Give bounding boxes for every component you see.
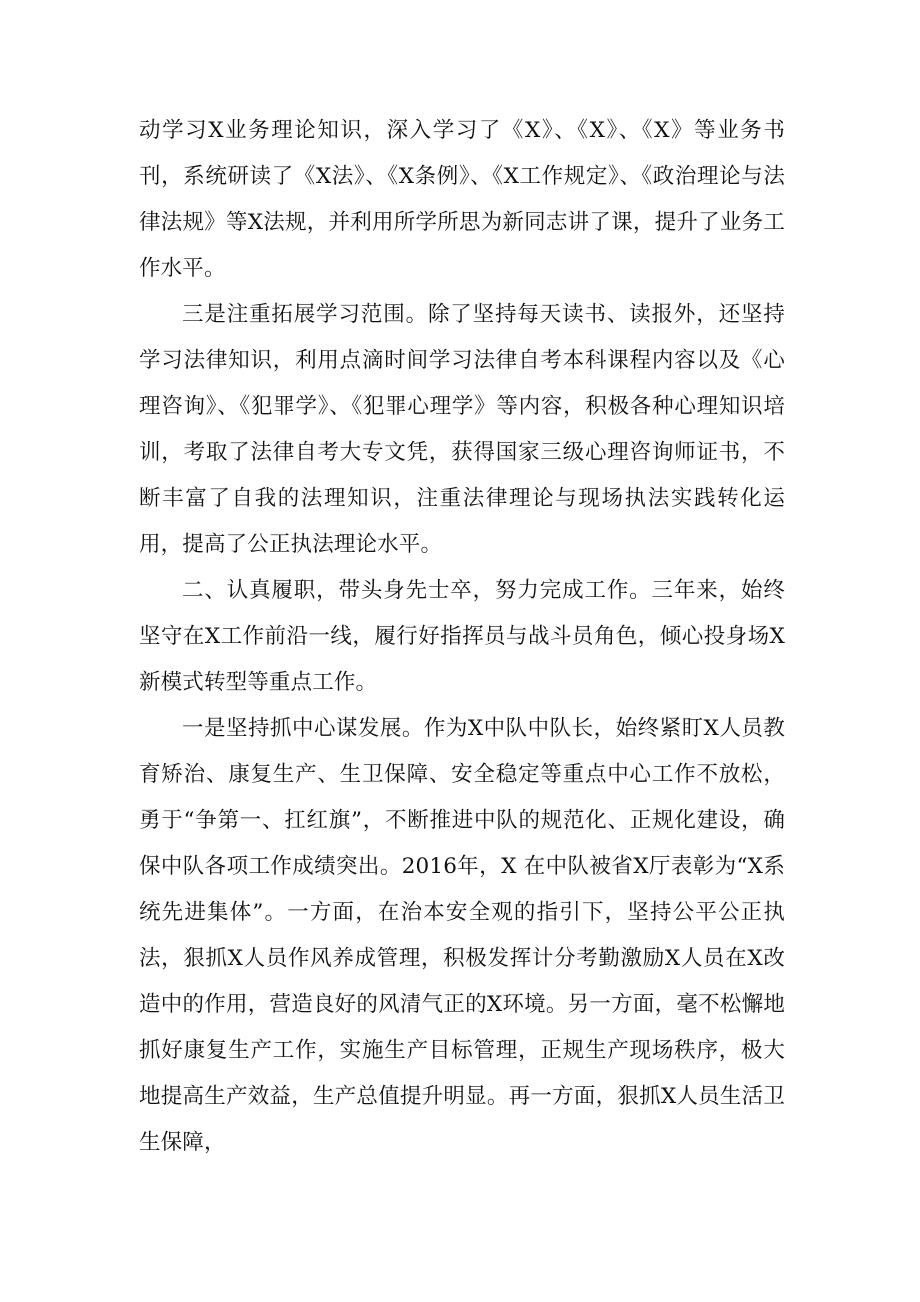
paragraph-continued-study: 动学习X业务理论知识，深入学习了《X》、《X》、《X》等业务书刊，系统研读了《X法》、《X条例》、《X工作规定》、《政治理论与法律法规》等X法规，并利用所学所思为新同志讲了课，提升了业务工作水平。 (139, 118, 785, 281)
paragraph-expand-scope: 三是注重拓展学习范围。除了坚持每天读书、读报外，还坚持学习法律知识，利用点滴时间学习法律自考本科课程内容以及《心理咨询》、《犯罪学》、《犯罪心理学》等内容，积极各种心理知识培训，考取了法律自考大专文凭，获得国家三级心理咨询师证书，不断丰富了自我的法理知识，注重法律理论与现场执法实践转化运用，提高了公正执法理论水平。 (139, 302, 785, 557)
paragraph-center-work: 一是坚持抓中心谋发展。作为X中队中队长，始终紧盯X人员教育矫治、康复生产、生卫保障、安全稳定等重点中心工作不放松，勇于“争第一、扛红旗”，不断推进中队的规范化、正规化建设，确保中队各项工作成绩突出。2016年，X 在中队被省X厅表彰为“X系统先进集体”。一方面，在治本安全观的指引下，坚持公平公正执法，狠抓X人员作风养成管理，积极发挥计分考勤激励X人员在X改造中的作用，营造良好的风清气正的X环境。另一方面，毫不松懈地抓好康复生产工作，实施生产目标管理，正规生产现场秩序，极大地提高生产效益，生产总值提升明显。再一方面，狠抓X人员生活卫生保障， (139, 716, 785, 1155)
document-body (139, 108, 785, 1166)
paragraph-duty-heading: 二、认真履职，带头身先士卒，努力完成工作。三年来，始终坚守在X工作前沿一线，履行好指挥员与战斗员角色，倾心投身场X新模式转型等重点工作。 (139, 578, 785, 695)
